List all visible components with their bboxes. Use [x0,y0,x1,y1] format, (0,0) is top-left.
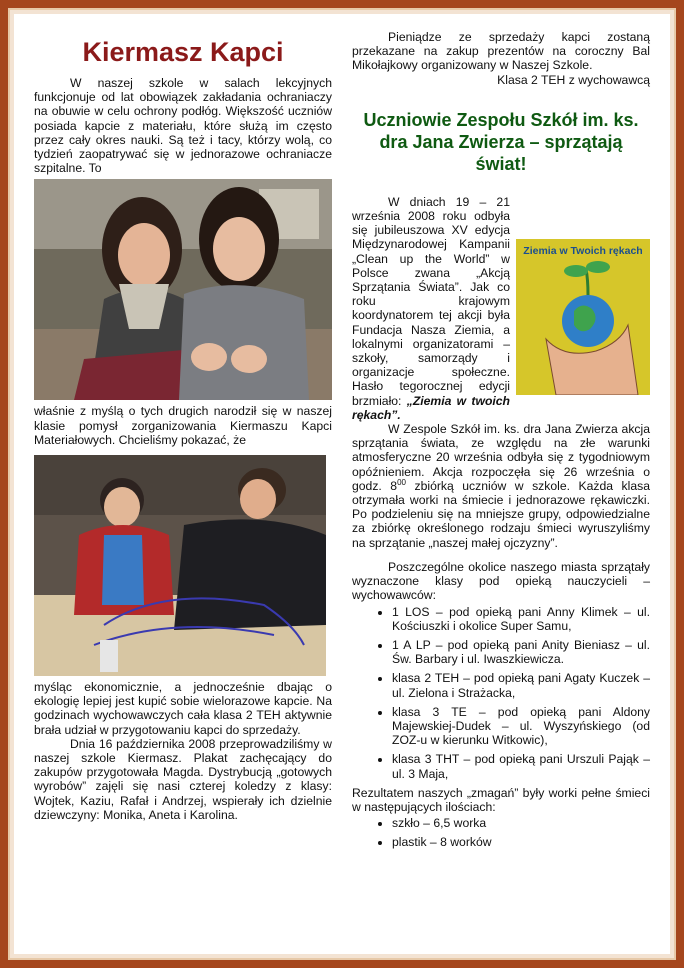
poster-title: Ziemia w Twoich rękach [523,244,643,257]
sprzatanie-paragraph-2b: zbiórką uczniów w szkole. Każda klasa otrzymała worki na śmiecie i jednorazowe rękawiczki. Po podzieleniu się na mniejsze grupy, odpowiedzialne za zbiórkę określonego rodzaju śmieci wyruszyliśmy na sprzątanie „naszej małej ojczyzny”. [352,478,650,550]
list-item: • szkło – 6,5 worka [392,816,650,830]
campaign-slogan: „Ziemia w twoich rękach”. [352,393,510,422]
list-item: • 1 LOS – pod opieką pani Anny Klimek – ul. Kościuszki i okolice Super Samu, [392,605,650,633]
kiermasz-paragraph-1: W naszej szkole w salach lekcyjnych funkcjonuje od lat obowiązek zakładania ochraniaczy na obuwie w celu ochrony podłóg. Większość uczniów posiada kapcie z materiału, które służą im często przez cały okres nauki. Są też i tacy, którzy wolą, co tydzień zaopatrywać się w jednorazowe ochraniacze szpitalne. To [34,76,332,176]
list-item: • 1 A LP – pod opieką pani Anity Bieniasz – ul. Św. Barbary i ul. Iwaszkiewicza. [392,638,650,666]
results-list [352,816,650,849]
sprzatanie-paragraph-2 [352,422,650,550]
sprzatanie-paragraph-4: Rezultatem naszych „zmagań” były worki pełne śmieci w następujących ilościach: [352,785,650,814]
kiermasz-paragraph-3: myśląc ekonomicznie, a jednocześnie dbając o ekologię lepiej jest kupić sobie wielorazowe kapcie. Na godzinach wychowawczych cała klasa 2 TEH aktywnie brała udział w przygotowaniu kapci do sprzedaży. [34,680,332,737]
list-item: • klasa 3 THT – pod opieką pani Urszuli Pająk – ul. 3 Maja, [392,752,650,780]
kiermasz-paragraph-4: Dnia 16 października 2008 przeprowadziliśmy w naszej szkole Kiermasz. Plakat zachęcający do zakupów przygotowała Magda. Dystrybucją „gotowych wyrobów” zajęli się nasi czterej koledzy z klasy: Wojtek, Kaziu, Rafał i Andrzej, wspierały ich dzielnie dziewczyny: Monika, Aneta i Karolina. [34,736,332,822]
kiermasz-paragraph-2: właśnie z myślą o tych drugich narodził się w naszej klasie pomysł zorganizowania Kiermaszu Kapci Materiałowych. Chcieliśmy pokazać, że [34,404,332,447]
left-column [34,30,332,822]
photo-boys-crafting [34,455,326,676]
kiermasz-signature: Klasa 2 TEH z wychowawcą [497,72,650,87]
kiermasz-funds-paragraph: Pieniądze ze sprzedaży kapci zostaną przekazane na zakup prezentów na coroczny Bal Mikołajkowy organizowany w Naszej Szkole. [352,30,650,73]
list-item: • klasa 2 TEH – pod opieką pani Agaty Kuczek – ul. Zielona i Strażacka, [392,671,650,699]
time-superscript: 00 [397,477,406,487]
sprzatanie-paragraph-2a: W Zespole Szkół im. ks. dra Jana Zwierza akcja sprzątania świata, ze względu na złe warunki atmosferyczne 20 września odbyła się z tygodniowym opóźnieniem. Akcja rozpoczęła się 26 września o godz. 8 [352,422,650,493]
poster-ziemia [516,239,650,395]
article-title-sprzatanie: Uczniowie Zespołu Szkół im. ks. dra Jana Zwierza – sprzątają świat! [363,109,639,174]
sprzatanie-paragraph-1-text: W dniach 19 – 21 września 2008 roku odbyła się jubileuszowa XV edycja Międzynarodowej Kampanii „Clean up the World” w Polsce zwana „Akcją Sprzątania Świata”. Jak co roku krajowym koordynatorem tej akcji była Fundacja Nasza Ziemia, a lokalnymi organizatorami – szkoły, samorządy i organizacje społeczne. Hasło tegorocznej edycji brzmiało: [352,194,510,408]
list-item: • klasa 3 TE – pod opieką pani Aldony Majewskiej-Dudek – ul. Wyszyńskiego (od ZOZ-u w kierunku Witkowic), [392,705,650,748]
sprzatanie-paragraph-3: Poszczególne okolice naszego miasta sprzątały wyznaczone klasy pod opieką nauczycieli – wychowawców: [352,559,650,603]
article-title-kiermasz: Kiermasz Kapci [82,37,284,67]
assignment-list [352,605,650,781]
photo-girls-sewing [34,179,332,400]
right-column [352,30,650,855]
list-item: • plastik – 8 worków [392,835,650,849]
